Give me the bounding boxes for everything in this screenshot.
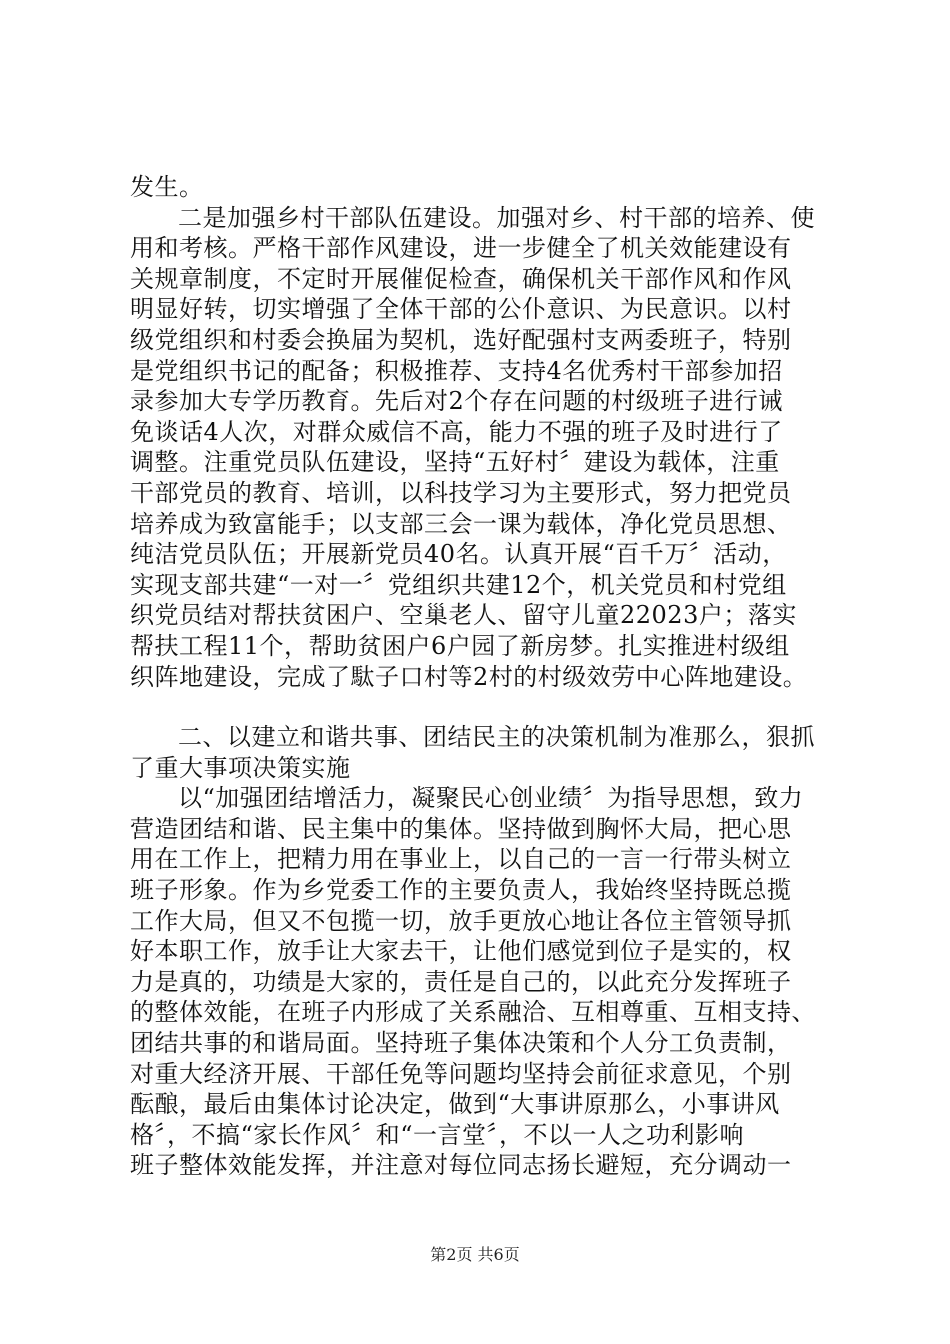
text-line: 力是真的，功绩是大家的，责任是自己的，以此充分发挥班子 <box>130 967 792 996</box>
text-line: 工作大局，但又不包揽一切，放手更放心地让各位主管领导抓 <box>130 906 792 935</box>
text-line: 好本职工作，放手让大家去干，让他们感觉到位子是实的，权 <box>130 937 792 966</box>
paragraph-gap <box>130 692 830 722</box>
text-line: 织阵地建设，完成了駄子口村等2村的村级效劳中心阵地建设。 <box>130 662 808 691</box>
text-line: 用在工作上，把精力用在事业上，以自己的一言一行带头树立 <box>130 845 792 874</box>
text-line: 实现支部共建“一对一〞党组织共建12个，机关党员和村党组 <box>130 570 787 599</box>
text-line: 关规章制度，不定时开展催促检查，确保机关干部作风和作风 <box>130 264 792 293</box>
text-line: 营造团结和谐、民主集中的集体。坚持做到胸怀大局，把心思 <box>130 814 792 843</box>
paragraph-start: 二是加强乡村干部队伍建设。加强对乡、村干部的培养、使 <box>178 203 815 232</box>
text-line: 干部党员的教育、培训，以科技学习为主要形式，努力把党员 <box>130 478 792 507</box>
document-body <box>130 172 830 1181</box>
text-line: 团结共事的和谐局面。坚持班子集体决策和个人分工负责制， <box>130 1029 792 1058</box>
text-line: 班子形象。作为乡党委工作的主要负责人，我始终坚持既总揽 <box>130 876 792 905</box>
text-line: 是党组织书记的配备；积极推荐、支持4名优秀村干部参加招 <box>130 356 783 385</box>
text-line: 发生。 <box>130 173 204 201</box>
section-heading-continued: 了重大事项决策实施 <box>130 753 351 782</box>
text-line: 纯洁党员队伍；开展新党员40名。认真开展“百千万〞活动， <box>130 540 787 569</box>
text-line: 调整。注重党员队伍建设，坚持“五好村〞建设为载体，注重 <box>130 448 780 477</box>
section-heading: 二、以建立和谐共事、团结民主的决策机制为准那么，狠抓 <box>178 723 815 752</box>
text-line: 班子整体效能发挥，并注意对每位同志扬长避短，充分调动一 <box>130 1151 792 1180</box>
text-line: 录参加大专学历教育。先后对2个存在问题的村级班子进行诫 <box>130 387 783 416</box>
text-line: 的整体效能，在班子内形成了关系融洽、互相尊重、互相支持、 <box>130 998 816 1027</box>
text-line: 明显好转，切实增强了全体干部的公仆意识、为民意识。以村 <box>130 295 792 324</box>
text-line: 级党组织和村委会换届为契机，选好配强村支两委班子，特别 <box>130 325 792 354</box>
text-line: 酝酿，最后由集体讨论决定，做到“大事讲原那么，小事讲风 <box>130 1090 780 1119</box>
text-line: 用和考核。严格干部作风建设，进一步健全了机关效能建设有 <box>130 234 792 263</box>
text-line: 格〞，不搞“家长作风〞和“一言堂〞，不以一人之功利影响 <box>130 1120 745 1149</box>
text-line: 对重大经济开展、干部任免等问题均坚持会前征求意见，个别 <box>130 1059 792 1088</box>
text-line: 帮扶工程11个，帮助贫困户6户园了新房梦。扎实推进村级组 <box>130 631 790 660</box>
text-line: 免谈话4人次，对群众威信不高，能力不强的班子及时进行了 <box>130 417 783 446</box>
paragraph-start: 以“加强团结增活力，凝聚民心创业绩〞为指导思想，致力 <box>178 784 804 813</box>
text-line: 培养成为致富能手；以支部三会一课为载体，净化党员思想、 <box>130 509 792 538</box>
text-line: 织党员结对帮扶贫困户、空巢老人、留守儿童22023户；落实 <box>130 601 797 630</box>
page-number-footer: 第2页 共6页 <box>430 1245 520 1264</box>
